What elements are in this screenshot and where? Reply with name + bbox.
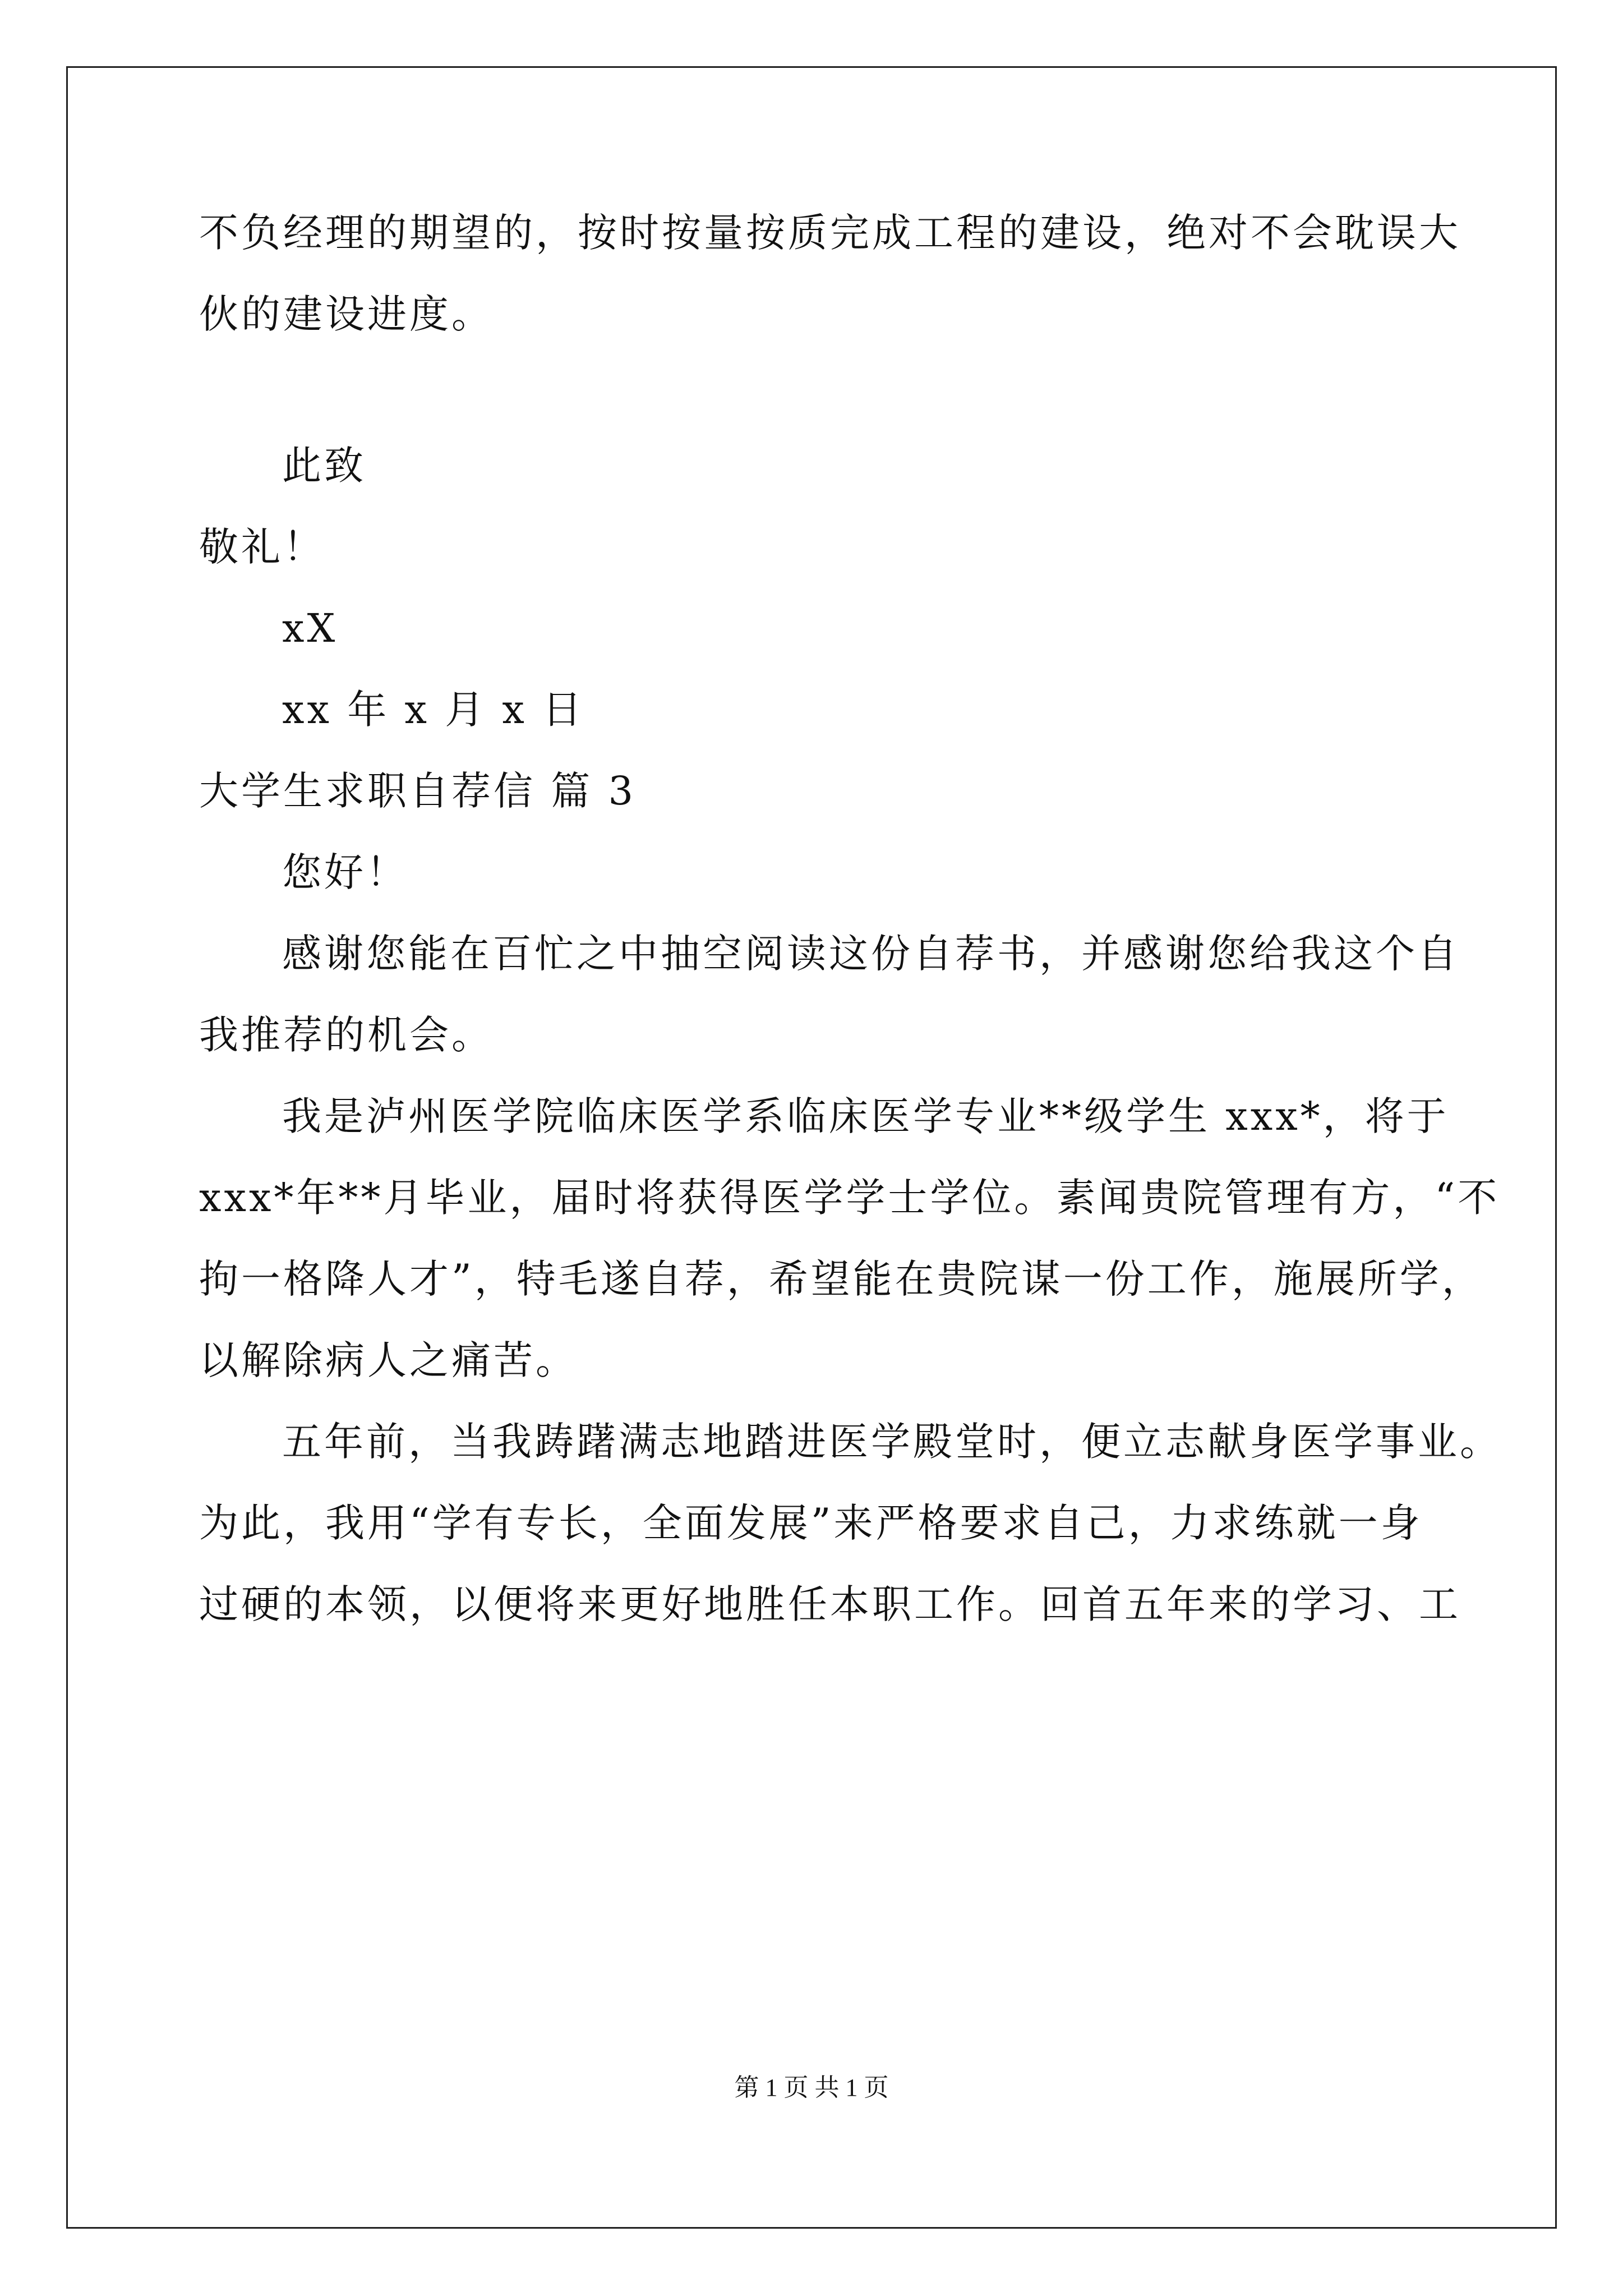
paragraph-line: 过硬的本领，以便将来更好地胜任本职工作。回首五年来的学习、工 [199, 1581, 1461, 1627]
closing-regards: 敬礼！ [199, 524, 325, 570]
paragraph-line: 伙的建设进度。 [199, 291, 494, 337]
paragraph-line: 我推荐的机会。 [199, 1012, 494, 1058]
paragraph-line: 拘一格降人才”，特毛遂自荐，希望能在贵院谋一份工作，施展所学， [199, 1256, 1484, 1302]
page-footer: 第 1 页 共 1 页 [734, 2074, 889, 2101]
page-border [66, 66, 1557, 2229]
paragraph-line: 不负经理的期望的，按时按量按质完成工程的建设，绝对不会耽误大 [199, 210, 1461, 256]
paragraph-line: 感谢您能在百忙之中抽空阅读这份自荐书，并感谢您给我这个自 [282, 931, 1460, 977]
paragraph-line: xxx*年**月毕业，届时将获得医学学士学位。素闻贵院管理有方，“不 [199, 1175, 1500, 1221]
greeting: 您好！ [282, 849, 408, 895]
signature-name: xX [282, 605, 338, 651]
closing-salutation: 此致 [282, 443, 366, 489]
paragraph-line: 五年前，当我踌躇满志地踏进医学殿堂时，便立志献身医学事业。 [282, 1419, 1502, 1465]
paragraph-line: 以解除病人之痛苦。 [199, 1337, 578, 1383]
paragraph-line: 为此，我用“学有专长，全面发展”来严格要求自己，力求练就一身 [199, 1500, 1423, 1546]
signature-date: xx 年 x 月 x 日 [282, 687, 585, 733]
paragraph-line: 我是泸州医学院临床医学系临床医学专业**级学生 xxx*，将于 [282, 1093, 1449, 1139]
section-heading: 大学生求职自荐信 篇 3 [199, 768, 637, 814]
